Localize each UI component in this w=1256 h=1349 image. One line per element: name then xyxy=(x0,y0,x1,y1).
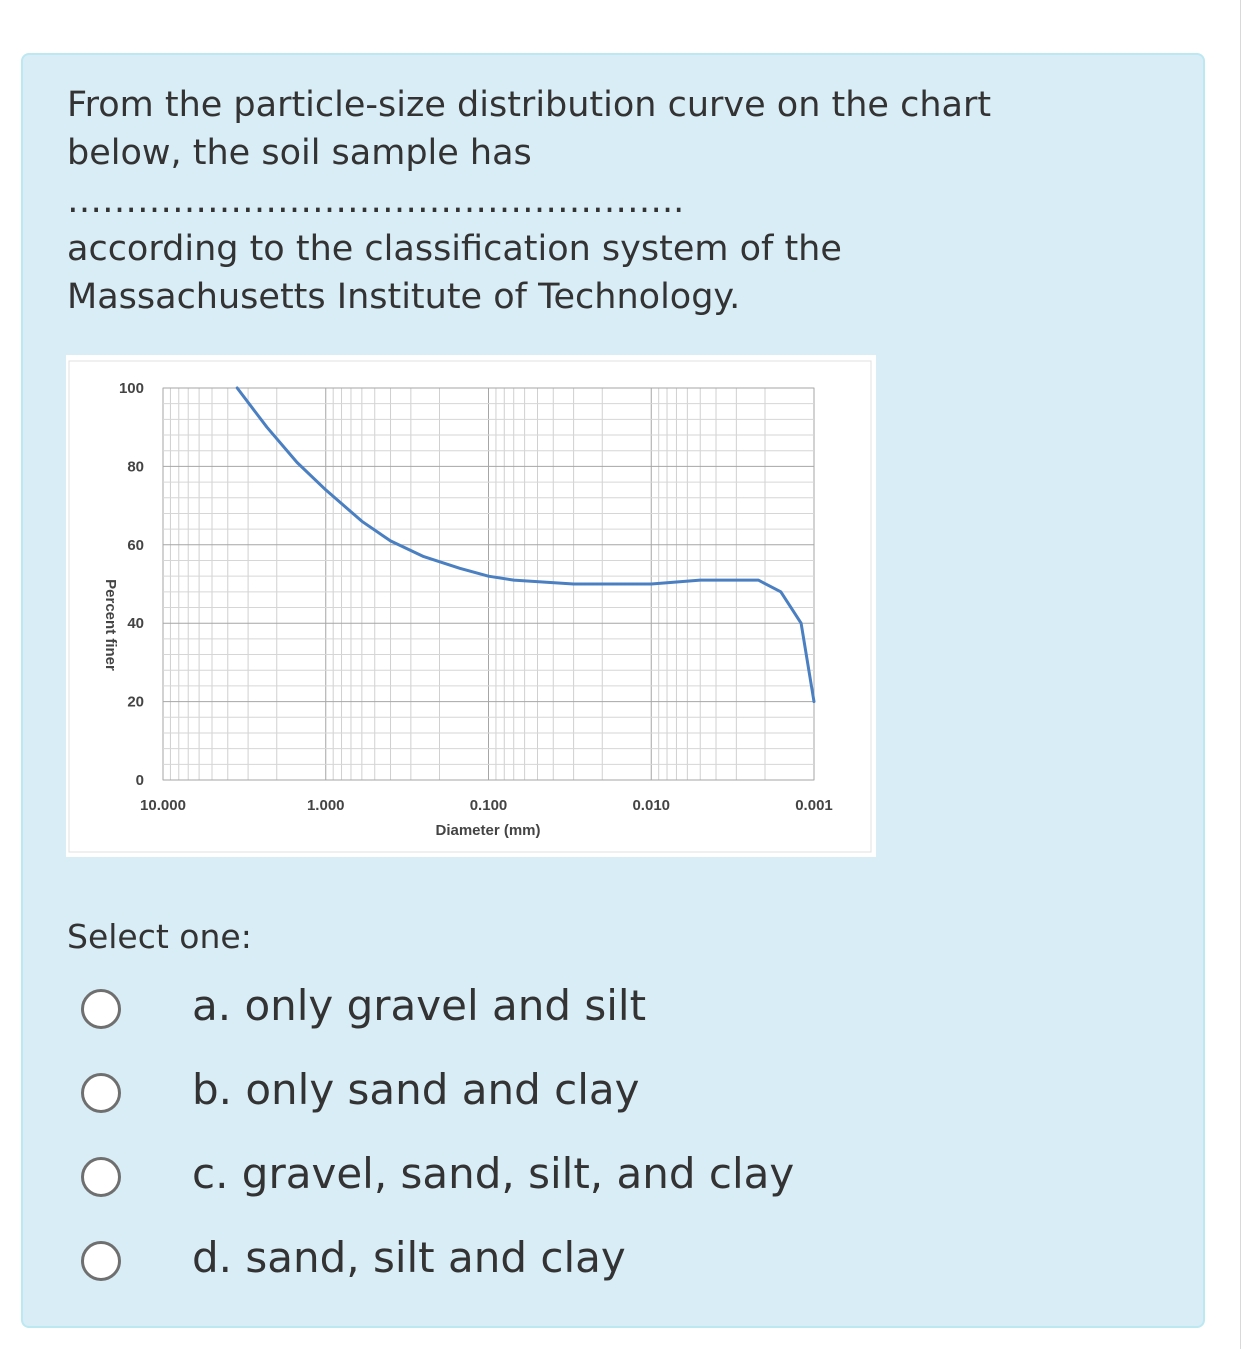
radio-button-a[interactable] xyxy=(81,989,121,1029)
answer-option-d-label: d. sand, silt and clay xyxy=(192,1233,626,1282)
y-tick-label: 0 xyxy=(135,772,144,789)
y-tick-label: 20 xyxy=(127,693,144,711)
x-tick-label: 1.000 xyxy=(306,797,345,814)
select-one-prompt: Select one: xyxy=(67,917,252,956)
x-tick-label: 0.001 xyxy=(795,797,833,814)
answer-option-b-label: b. only sand and clay xyxy=(192,1065,640,1114)
chart-svg xyxy=(66,355,876,857)
y-tick-label: 80 xyxy=(127,458,144,476)
x-tick-label: 10.000 xyxy=(140,797,186,814)
answer-option-b[interactable] xyxy=(81,1059,981,1143)
answer-option-c-label: c. gravel, sand, silt, and clay xyxy=(192,1149,795,1198)
y-axis-title: Percent finer xyxy=(102,579,119,671)
answer-option-c[interactable] xyxy=(81,1143,981,1227)
x-tick-label: 0.010 xyxy=(632,797,671,814)
particle-size-chart xyxy=(66,355,876,857)
radio-button-b[interactable] xyxy=(81,1073,121,1113)
answer-options xyxy=(81,975,981,1311)
y-tick-label: 100 xyxy=(118,380,144,397)
answer-option-a[interactable] xyxy=(81,975,981,1059)
question-text: From the particle-size distribution curve on the chart below, the soil sample has …………………………………………….. according to the classification system of the Massachusetts Institute of Technology. xyxy=(67,85,992,317)
page-edge-divider xyxy=(1240,0,1241,1349)
answer-option-d[interactable] xyxy=(81,1227,981,1311)
question-card xyxy=(21,53,1205,1328)
y-tick-label: 40 xyxy=(127,615,144,633)
radio-button-c[interactable] xyxy=(81,1157,121,1197)
radio-button-d[interactable] xyxy=(81,1241,121,1281)
x-axis-title: Diameter (mm) xyxy=(435,822,541,839)
y-tick-label: 60 xyxy=(127,536,144,554)
answer-option-a-label: a. only gravel and silt xyxy=(192,981,647,1030)
x-tick-label: 0.100 xyxy=(469,797,508,814)
